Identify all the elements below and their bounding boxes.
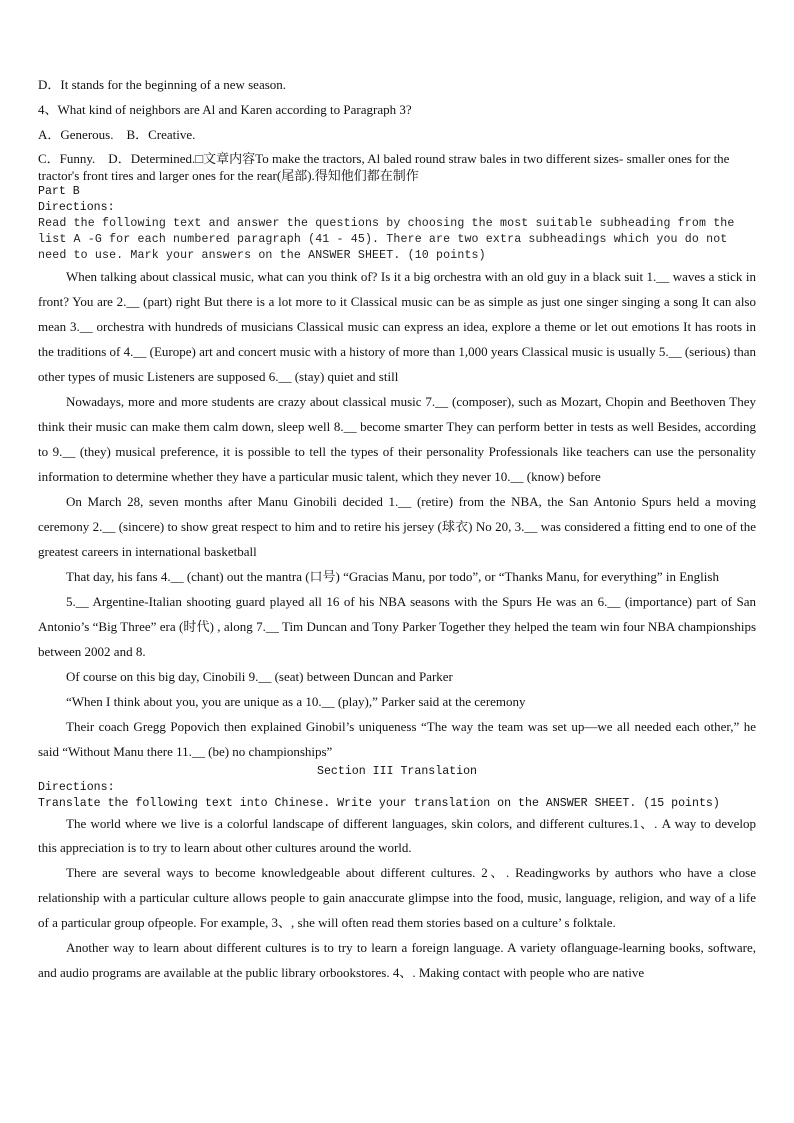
part-b-directions-text: Read the following text and answer the questions by choosing the most suitable subheading from the list A -G for each numbered paragraph (41 - 45). There are two extra subheadings which you do not need to use. Mark your answers on the ANSWER SHEET. (10 points) [38,217,735,263]
section3-directions-label: Directions: [38,781,115,795]
part-b-directions-label: Directions: [38,201,115,215]
passage2-paragraph-5: “When I think about you, you are unique as a 10.__ (play),” Parker said at the ceremony [66,694,526,710]
q4-question: 4、What kind of neighbors are Al and Karen according to Paragraph 3? [38,101,412,117]
section3-title: Section III Translation [316,765,478,779]
part-b-title: Part B [38,185,80,199]
section3-paragraph-3: Another way to learn about different cultures is to try to learn a foreign language. A variety oflanguage-learning books, software, and audio programs are available at the public library orbookstores. 4、. Making contact with people who are native [38,940,756,981]
passage2-paragraph-4: Of course on this big day, Cinobili 9.__ (seat) between Duncan and Parker [66,669,453,685]
passage1-paragraph-2: Nowadays, more and more students are crazy about classical music 7.__ (composer), such as Mozart, Chopin and Beethoven They think their music can make them calm down, sleep well 8.__ become smarter They can perform better in tests as well Besides, according to 9.__ (they) musical preference, it is possible to tell the types of their personality Professionals like teachers can use the personality information to determine whether they have a particular music talent, which they never 10.__ (know) before [38,394,756,485]
section3-directions-text: Translate the following text into Chinese. Write your translation on the ANSWER SHEET. (15 points) [38,797,720,811]
passage1-paragraph-1: When talking about classical music, what can you think of? Is it a big orchestra with an old guy in a black suit 1.__ waves a stick in front? You are 2.__ (part) right But there is a lot more to it Classical music can be as simple as just one singer singing a song It can also mean 3.__ orchestra with hundreds of musicians Classical music can express an idea, explore a theme or let out emotions It has roots in the traditions of 4.__ (Europe) art and concert music with a history of more than 1,000 years Classical music is usually 5.__ (serious) than other types of music Listeners are supposed 6.__ (stay) quiet and still [38,269,756,385]
document-page [38,76,756,985]
section3-paragraph-2: There are several ways to become knowledgeable about different cultures. 2、. Readingworks by authors who have a close relationship with a particular culture allows people to gain anaccurate glimpse into the food, music, language, religion, and way of a life of a particular group ofpeople. For example, 3、, she will often read them stories based on a culture’ s folktale. [38,865,756,931]
section3-paragraph-1: The world where we live is a colorful landscape of different languages, skin colors, and different cultures.1、. A way to develop this appreciation is to try to learn about other cultures around the world. [38,816,756,856]
passage2-paragraph-3: 5.__ Argentine-Italian shooting guard played all 16 of his NBA seasons with the Spurs He was an 6.__ (importance) part of San Antonio’s “Big Three” era (时代) , along 7.__ Tim Duncan and Tony Parker Together they helped the team win four NBA championships between 2002 and 8. [38,594,756,660]
q4-options-cd: C．Funny. D．Determined.□文章内容To make the tractors, Al baled round straw bales in two different sizes- smaller ones for the tractor's front tires and larger ones for the rear(尾部).得知他们都在制作 [38,151,730,184]
passage2-paragraph-2: That day, his fans 4.__ (chant) out the mantra (口号) “Gracias Manu, por todo”, or “Thanks Manu, for everything” in English [66,569,719,585]
q4-options-ab: A．Generous. B．Creative. [38,126,196,142]
passage2-paragraph-1: On March 28, seven months after Manu Ginobili decided 1.__ (retire) from the NBA, the San Antonio Spurs held a moving ceremony 2.__ (sincere) to show great respect to him and to retire his jersey (球衣) No 20, 3.__ was considered a fitting end to one of the greatest careers in international basketball [38,494,756,560]
passage2-paragraph-6: Their coach Gregg Popovich then explained Ginobil’s uniqueness “The way the team was set up—we all needed each other,” he said “Without Manu there 11.__ (be) no championships” [38,719,756,760]
q3-option-d: D．It stands for the beginning of a new season. [38,77,287,92]
